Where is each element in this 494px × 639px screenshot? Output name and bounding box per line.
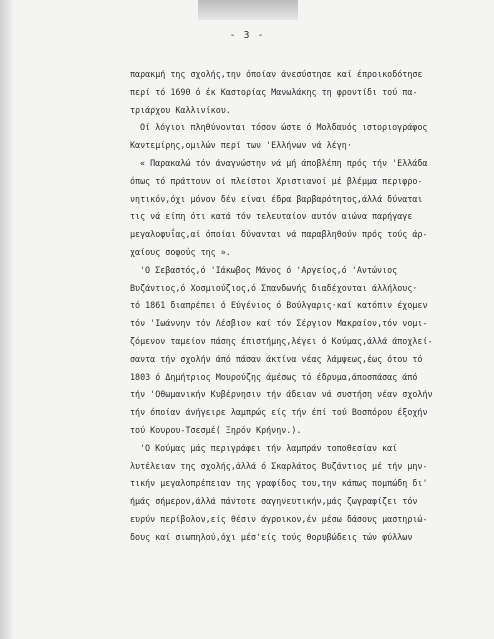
text-line: « Παρακαλώ τόν άναγνώστην νά μή άποβλέπη πρός τήν 'Ελλάδα: [140, 157, 428, 168]
text-line: λυτέλειαν της σχολής,άλλά ό Σκαρλάτος Βυζάντιος μέ τήν μην-: [130, 460, 428, 471]
text-line: 'Ο Κούμας μάς περιγράφει τήν λαμπράν τοποθεσίαν καί: [140, 442, 398, 453]
text-line: Καντεμίρης,ομιλών περί των 'Ελλήνων νά λέγη·: [130, 140, 352, 151]
text-line: ευρύν περίβολον,είς θέσιν άγροικον,έν μέσω δάσους μαστηριώ-: [130, 513, 428, 524]
text-line: τικήν μεγαλοπρέπειαν της γραφίδος του,την κάπως πομπώδη δι': [130, 478, 428, 489]
text-line: τού Κουρου-Τσεσμέ( Ξηρόν Κρήνην.).: [130, 424, 302, 435]
text-line: τριάρχου Καλλινίκου.: [130, 104, 231, 115]
text-line: τις νά είπη ότι κατά τόν τελευταίον αυτόν αιώνα παρήγαγε: [130, 211, 413, 222]
text-line: 'Ο Σεβαστός,ό 'Ιάκωβος Μάνος ό 'Αργείος,ό 'Αντώνιος: [140, 264, 398, 275]
text-line: παρακμή της σχολής,την όποίαν άνεσύστησε καί έπροικοδότησε: [130, 69, 423, 79]
text-line: τήν όποίαν άνήγειρε λαμπρώς είς τήν έπί τού Βοσπόρου έξοχήν: [130, 407, 428, 418]
text-line: Βυζάντιος,ό Χοσμιούζιος,ό Σπανδωνής διαδέχονται άλλήλους·: [130, 282, 418, 293]
typewritten-text-block: [130, 66, 486, 547]
text-line: σαντα τήν σχολήν άπό πάσαν άκτίνα νέας λάμψεως,έως ότου τό: [130, 353, 423, 364]
text-line: 1803 ό Δημήτριος Μουρούζης άμέσως τό έδρυμα,άποσπάσας άπό: [130, 371, 418, 382]
text-line: νητικόν,όχι μόνον δέν είναι έδρα βαρβαρότητος,άλλά δύναται: [130, 193, 423, 204]
text-line: χαίους σοφούς της ».: [130, 246, 231, 257]
page-number: - 3 -: [229, 30, 265, 41]
text-line: Οί λόγιοι πληθύνονται τόσον ώστε ό Μολδαυός ιστοριογράφος: [140, 122, 428, 133]
binding-shadow: [0, 0, 14, 639]
scan-tab-shadow: [198, 0, 298, 20]
text-line: τόν 'Ιωάννην τόν Λέσβιον καί τόν Σέργιον Μακραίον,τόν νομι-: [130, 318, 428, 329]
text-line: περί τό 1690 ό έκ Καστορίας Μανωλάκης τη φροντίδι τού πα-: [130, 86, 418, 97]
text-line: δους καί σιωπηλού,όχι μέσ'είς τούς θορυβώδεις τών φύλλων: [130, 531, 413, 542]
text-line: τό 1861 διαπρέπει ό Εύγένιος ό Βούλγαρις·καί κατόπιν έχομεν: [130, 300, 428, 311]
text-line: όπως τό πράττουν οί πλείστοι Χριστιανοί μέ βλέμμα περιφρο-: [130, 175, 423, 186]
text-line: μεγαλοφυΐας,αί όποίαι δύνανται νά παραβληθούν πρός τούς άρ-: [130, 229, 428, 240]
text-line: ήμάς σήμερον,άλλά πάντοτε σαγηνευτικήν,μάς ζωγραφίζει τόν: [130, 496, 418, 507]
text-line: ζόμενον ταμείον πάσης έπιστήμης,λέγει ό Κούμας,άλλά άποχλεί-: [130, 335, 433, 346]
text-line: τήν 'Οθωμανικήν Κυβέρνησιν τήν άδειαν νά συστήση νέαν σχολήν: [130, 389, 433, 400]
